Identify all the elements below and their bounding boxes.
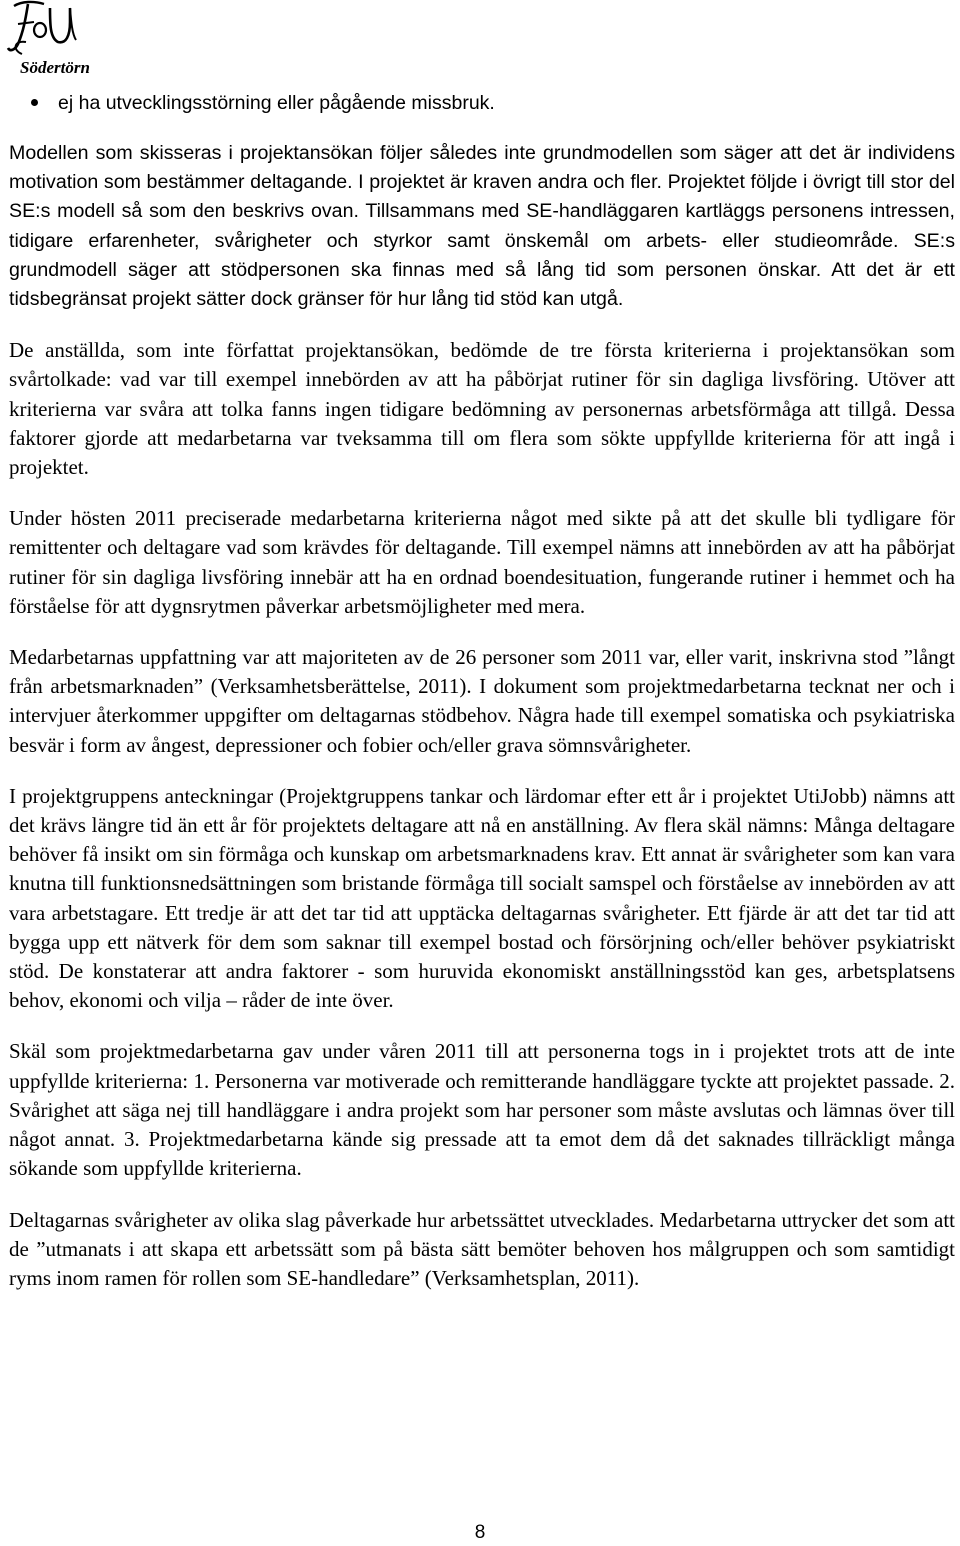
document-body bbox=[9, 89, 955, 1293]
logo-wordmark: Södertörn bbox=[20, 58, 90, 77]
paragraph-6: Skäl som projektmedarbetarna gav under våren 2011 till att personerna togs in i projektet trots att de inte uppfyllde kriterierna: 1. Personerna var motiverade och remitterande handläggare tyckte att projektet passade. 2. Svårighet att säga nej till handläggare i andra projekt som har personer som måste avslutas och lämnas över till något annat. 3. Projektmedarbetarna kände sig pressade att ta emot dem då det saknades tillräckligt många sökande som uppfyllde kriterierna. bbox=[9, 1039, 955, 1181]
paragraph-5: I projektgruppens anteckningar (Projektgruppens tankar och lärdomar efter ett år i projektet UtiJobb) nämns att det krävs längre tid än ett år för projektets deltagare att nå en anställning. Av flera skäl nämns: Många deltagare behöver få insikt om sin förmåga och kunskap om arbetsmarknadens krav. Ett annat är svårigheter som kan vara knutna till funktionsnedsättningen som bristande förmåga till socialt samspel och förståelse av innebörden av att vara arbetstagare. Ett tredje är att det tar tid att upptäcka deltagarnas svårigheter. Ett fjärde är att det tar tid att bygga upp ett nätverk för dem som saknar till exempel bostad och försörjning och/eller behöver psykiatriskt stöd. De konstaterar att andra faktorer - som huruvida ekonomiskt anställningsstöd kan ges, arbetsplatsens behov, ekonomi och vilja – råder de inte över. bbox=[9, 783, 955, 1013]
paragraph-2: De anställda, som inte författat projektansökan, bedömde de tre första kriterierna i projektansökan som svårtolkade: vad var till exempel innebörden av att ha påbörjat rutiner för sin dagliga livsföring. Utöver att kriterierna var svåra att tolka fanns ingen tidigare bedömning av personernas arbetsförmåga att tillgå. Dessa faktorer gjorde att medarbetarna var tveksamma till om flera som sökte uppfyllde kriterierna för att ingå i projektet. bbox=[9, 338, 955, 480]
paragraph-4: Medarbetarnas uppfattning var att majoriteten av de 26 personer som 2011 var, eller varit, inskrivna stod ”långt från arbetsmarknaden” (Verksamhetsberättelse, 2011). I dokument som projektmedarbetarna tecknat ner och i intervjuer återkommer uppgifter om deltagarnas stödbehov. Några hade till exempel somatiska och psykiatriska besvär i form av ångest, depressioner och fobier och/eller grava sömnsvårigheter. bbox=[9, 645, 955, 757]
bullet-text: ej ha utvecklingsstörning eller pågående missbruk. bbox=[58, 92, 495, 114]
paragraph-7: Deltagarnas svårigheter av olika slag påverkade hur arbetssättet utvecklades. Medarbetarna uttrycker det som att de ”utmanats i att skapa ett arbetssätt som på bästa sätt bemöter behoven hos målgruppen och som samtidigt ryms inom ramen för rollen som SE-handledare” (Verksamhetsplan, 2011). bbox=[9, 1207, 955, 1290]
page-number: 8 bbox=[474, 1522, 486, 1543]
fou-sodertorn-logo bbox=[4, 0, 90, 88]
bullet-item bbox=[9, 89, 955, 118]
paragraph-3: Under hösten 2011 preciserade medarbetarna kriterierna något med sikte på att det skulle bli tydligare för remittenter och deltagare vad som krävdes för deltagande. Till exempel nämns att innebörden av att ha påbörjat rutiner för sin dagliga livsföring innebär att ha en ordnad boendesituation, fungerande rutiner i hemmet och ha förståelse för att dygnsrytmen påverkar arbetsmöjligheter med mera. bbox=[9, 506, 955, 618]
bullet-icon bbox=[31, 99, 38, 106]
paragraph-1: Modellen som skisseras i projektansökan följer således inte grundmodellen som säger att det är individens motivation som bestämmer deltagande. I projektet är kraven andra och fler. Projektet följde i övrigt till stor del SE:s modell så som den beskrivs ovan. Tillsammans med SE-handläggaren kartläggs personens intressen, tidigare erfarenheter, svårigheter och styrkor samt önskemål om arbets- eller studieområde. SE:s grundmodell säger att stödpersonen ska finnas med så lång tid som personen önskar. Att det är ett tidsbegränsat projekt sätter dock gränser för hur lång tid stöd kan utgå. bbox=[9, 142, 955, 311]
logo-monogram bbox=[4, 0, 90, 60]
